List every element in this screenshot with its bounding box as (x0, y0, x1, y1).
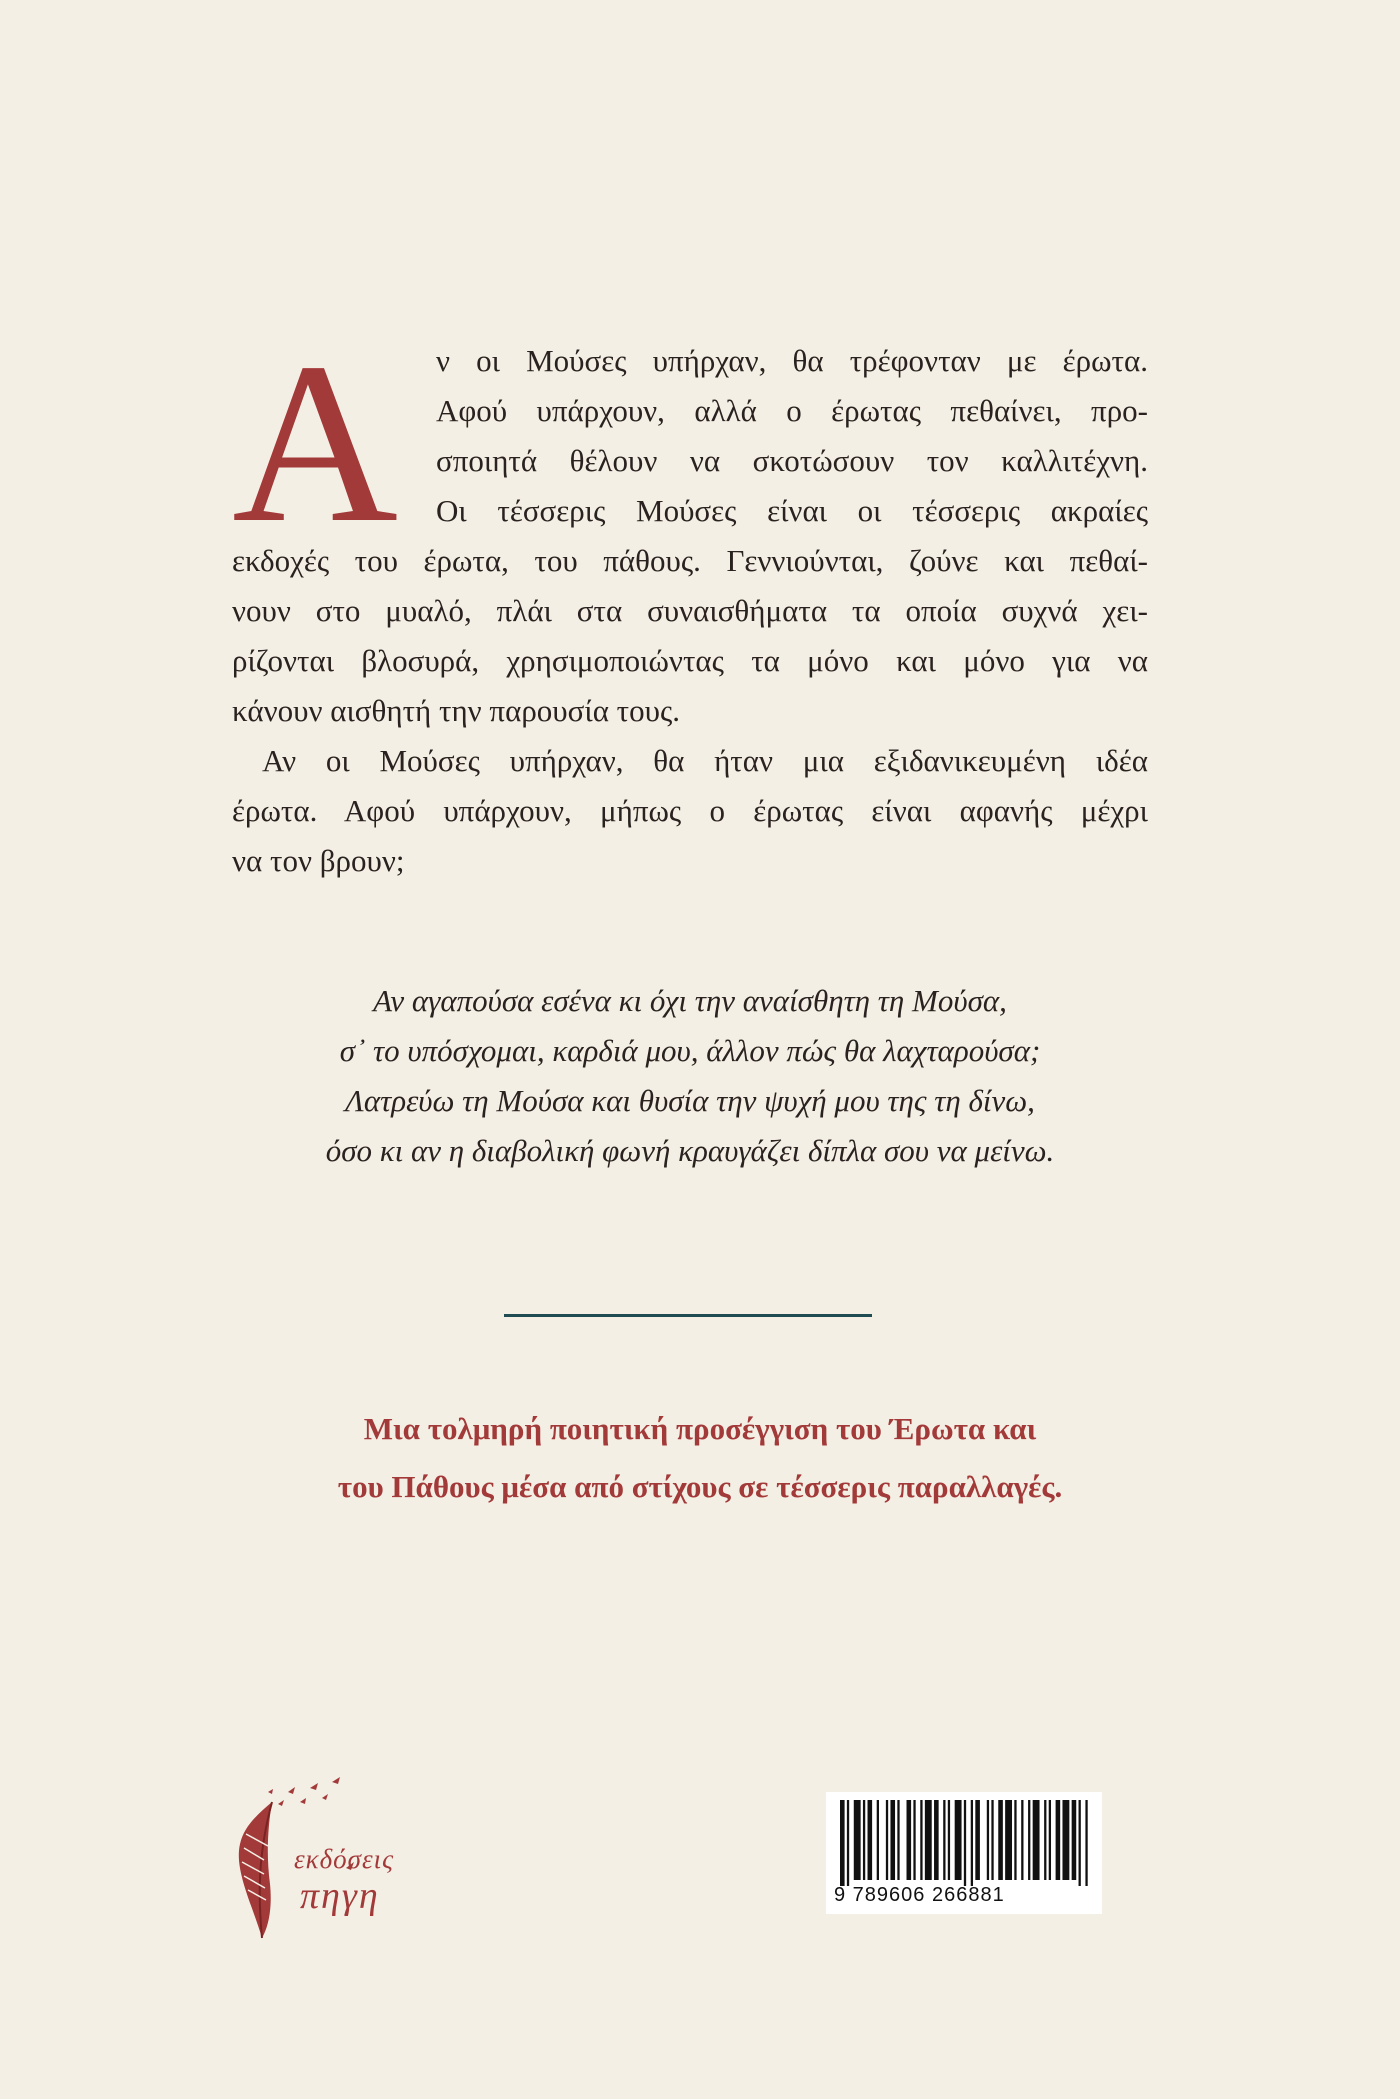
verse-line: Λατρεύω τη Μούσα και θυσία την ψυχή μου της τη δίνω, (345, 1083, 1035, 1118)
publisher-logo (228, 1774, 488, 1944)
barcode-bar (1033, 1800, 1040, 1880)
barcode-bar (1079, 1800, 1081, 1886)
barcode-bar (998, 1800, 1003, 1880)
barcode-bar (971, 1800, 973, 1886)
publisher-name-line2: πηγη (300, 1875, 380, 1917)
barcode-bar (913, 1800, 915, 1880)
barcode-bar (863, 1800, 865, 1880)
barcode-bar (920, 1800, 922, 1880)
blurb-line: ρίζονται βλοσυρά, χρησιμοποιώντας τα μόνο και μόνο για να (232, 643, 1148, 678)
barcode-bar (934, 1800, 939, 1880)
blurb-line: Αφού υπάρχουν, αλλά ο έρωτας πεθαίνει, προ- (436, 393, 1148, 428)
barcode-bar (854, 1800, 861, 1880)
publisher-name-line1: εκδόσεις (294, 1844, 395, 1874)
barcode-bars (840, 1800, 1090, 1886)
blurb-line: κάνουν αισθητή την παρουσία τους. (232, 693, 681, 728)
barcode-bar (1049, 1800, 1051, 1880)
blurb-line: νουν στο μυαλό, πλάι στα συναισθήματα τα οποία συχνά χει- (232, 593, 1148, 628)
blurb-line: να τον βρουν; (232, 843, 405, 878)
barcode-bar (1005, 1800, 1012, 1880)
barcode-digits: 9 789606 266881 (834, 1884, 1005, 1906)
barcode-bar (886, 1800, 888, 1880)
barcode-bar (1056, 1800, 1061, 1880)
barcode-bar (943, 1800, 945, 1880)
barcode-bar (1014, 1800, 1016, 1880)
barcode-bar (1072, 1800, 1077, 1880)
blurb-line: έρωτα. Αφού υπάρχουν, μήπως ο έρωτας είναι αφανής μέχρι (232, 793, 1148, 828)
barcode-bar (877, 1800, 879, 1880)
blurb-line: Αν οι Μούσες υπήρχαν, θα ήταν μια εξιδανικευμένη ιδέα (262, 743, 1148, 778)
barcode-bar (975, 1800, 980, 1880)
barcode-bar (1062, 1800, 1069, 1880)
barcode-bar (890, 1800, 895, 1880)
blurb-line: σποιητά θέλουν να σκοτώσουν τον καλλιτέχνη. (436, 443, 1148, 478)
barcode-bar (964, 1800, 966, 1886)
blurb-text (232, 315, 1148, 886)
barcode-bar (1085, 1800, 1087, 1886)
tagline-line: Μια τολμηρή ποιητική προσέγγιση του Έρωτα και (363, 1411, 1037, 1446)
barcode-bar (955, 1800, 962, 1880)
blurb-line: ν οι Μούσες υπήρχαν, θα τρέφονταν με έρωτα. (436, 343, 1148, 378)
verse-line: Αν αγαπούσα εσένα κι όχι την αναίσθητη τη Μούσα, (373, 983, 1007, 1018)
barcode-bar (948, 1800, 950, 1880)
verse-quote (232, 976, 1148, 1176)
tagline-line: του Πάθους μέσα από στίχους σε τέσσερις παραλλαγές. (337, 1469, 1063, 1504)
barcode-bar (840, 1800, 845, 1886)
divider-rule (504, 1314, 872, 1317)
blurb-line: εκδοχές του έρωτα, του πάθους. Γεννιούνται, ζούνε και πεθαί- (232, 543, 1148, 578)
verse-line: όσο κι αν η διαβολική φωνή κραυγάζει δίπλα σου να μείνω. (325, 1133, 1055, 1168)
drop-cap: Α (232, 315, 399, 570)
barcode-bar (907, 1800, 912, 1880)
barcode-bar (1044, 1800, 1046, 1880)
barcode-bar (1028, 1800, 1030, 1880)
barcode-bar (925, 1800, 932, 1880)
verse-line: σ᾽ το υπόσχομαι, καρδιά μου, άλλον πώς θα λαχταρούσα; (339, 1033, 1041, 1068)
barcode-bar (847, 1800, 849, 1886)
tagline (200, 1400, 1200, 1516)
isbn-barcode (826, 1792, 1102, 1914)
barcode-bar (1021, 1800, 1023, 1880)
barcode-bar (991, 1800, 993, 1880)
barcode-bar (987, 1800, 989, 1880)
barcode-bar (897, 1800, 899, 1880)
barcode-bar (868, 1800, 873, 1880)
blurb-line: Οι τέσσερις Μούσες είναι οι τέσσερις ακραίες (436, 493, 1148, 528)
